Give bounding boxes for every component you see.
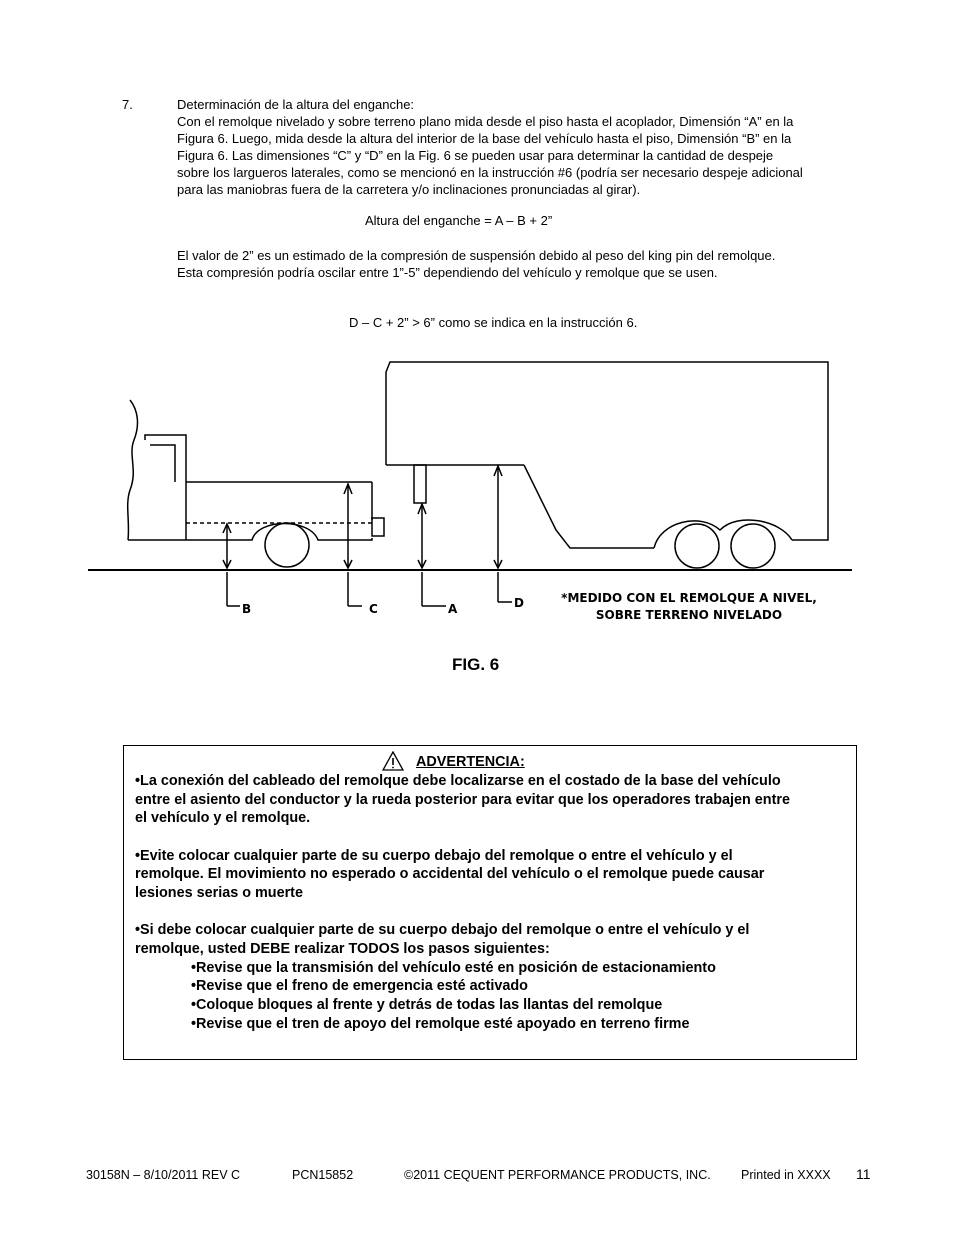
warning-text-line: •La conexión del cableado del remolque debe localizarse en el costado de la base del vehículo — [135, 773, 781, 789]
footer-doc-id: 30158N – 8/10/2011 REV C — [86, 1168, 241, 1182]
truck-trailer-diagram — [0, 355, 954, 655]
warning-step: •Revise que el tren de apoyo del remolque esté apoyado en terreno firme — [191, 1016, 690, 1032]
instruction-line: Figura 6. Luego, mida desde la altura del interior de la base del vehículo hasta el piso, Dimensión “B” en la — [177, 131, 792, 146]
label-a: A — [448, 602, 458, 616]
label-b: B — [242, 602, 252, 616]
warning-step: •Revise que el freno de emergencia esté activado — [191, 978, 528, 994]
trailer-body — [386, 362, 828, 548]
warning-step: •Revise que la transmisión del vehículo esté en posición de estacionamiento — [191, 960, 716, 976]
warning-box — [123, 745, 857, 1060]
dimension-d — [494, 466, 512, 602]
truck-wheel — [265, 523, 309, 567]
label-d: D — [514, 596, 524, 610]
dimension-a — [418, 504, 446, 606]
footer-copyright: ©2011 CEQUENT PERFORMANCE PRODUCTS, INC. — [404, 1168, 711, 1182]
instruction-line: sobre los largueros laterales, como se mencionó en la instrucción #6 (podría ser necesario despeje adicional — [177, 165, 803, 180]
warning-text-line: remolque, usted DEBE realizar TODOS los pasos siguientes: — [135, 941, 550, 957]
step-title: Determinación de la altura del enganche: — [177, 97, 415, 112]
instruction-line: para las maniobras fuera de la carretera y/o inclinaciones pronunciadas al girar). — [177, 182, 641, 197]
warning-text-line: lesiones serias o muerte — [135, 885, 303, 901]
page-number: 11 — [856, 1166, 871, 1182]
trailer-wheel-rear — [731, 524, 775, 568]
trailer-wheel-front — [675, 524, 719, 568]
figure-caption: FIG. 6 — [452, 655, 500, 674]
footer-pcn: PCN15852 — [292, 1168, 354, 1182]
step-number: 7. — [122, 97, 133, 112]
warning-title: ADVERTENCIA: — [416, 754, 525, 770]
footer-printed: Printed in XXXX — [741, 1168, 831, 1182]
hitch-height-formula: Altura del enganche = A – B + 2” — [365, 213, 553, 228]
figure-note-line: *MEDIDO CON EL REMOLQUE A NIVEL, — [561, 591, 817, 605]
label-c: C — [369, 602, 378, 616]
warning-text-line: el vehículo y el remolque. — [135, 810, 311, 826]
instruction-line: Figura 6. Las dimensiones “C” y “D” en la Fig. 6 se pueden usar para determinar la cantidad de despeje — [177, 148, 774, 163]
dimension-c — [344, 484, 362, 606]
warning-text-line: •Evite colocar cualquier parte de su cuerpo debajo del remolque o entre el vehículo y el — [135, 848, 733, 864]
truck-bed — [186, 482, 384, 540]
instruction-line: Con el remolque nivelado y sobre terreno plano mida desde el piso hasta el acoplador, Dimensión “A” en la — [177, 114, 794, 129]
dimension-b — [223, 524, 240, 606]
warning-step: •Coloque bloques al frente y detrás de todas las llantas del remolque — [191, 997, 663, 1013]
note-line: El valor de 2” es un estimado de la compresión de suspensión debido al peso del king pin del remolque. — [177, 248, 776, 263]
warning-triangle-icon — [382, 751, 404, 771]
warning-text-line: entre el asiento del conductor y la rueda posterior para evitar que los operadores trabajen entre — [135, 792, 790, 808]
clearance-formula: D – C + 2” > 6” como se indica en la instrucción 6. — [349, 315, 638, 330]
figure-note-line: SOBRE TERRENO NIVELADO — [595, 608, 783, 622]
warning-text-line: •Si debe colocar cualquier parte de su cuerpo debajo del remolque o entre el vehículo y el — [135, 922, 750, 938]
warning-text-line: remolque. El movimiento no esperado o accidental del vehículo o el remolque puede causar — [135, 866, 765, 882]
truck-cab — [128, 400, 186, 540]
note-line: Esta compresión podría oscilar entre 1”-5” dependiendo del vehículo y remolque que se usen. — [177, 265, 718, 280]
